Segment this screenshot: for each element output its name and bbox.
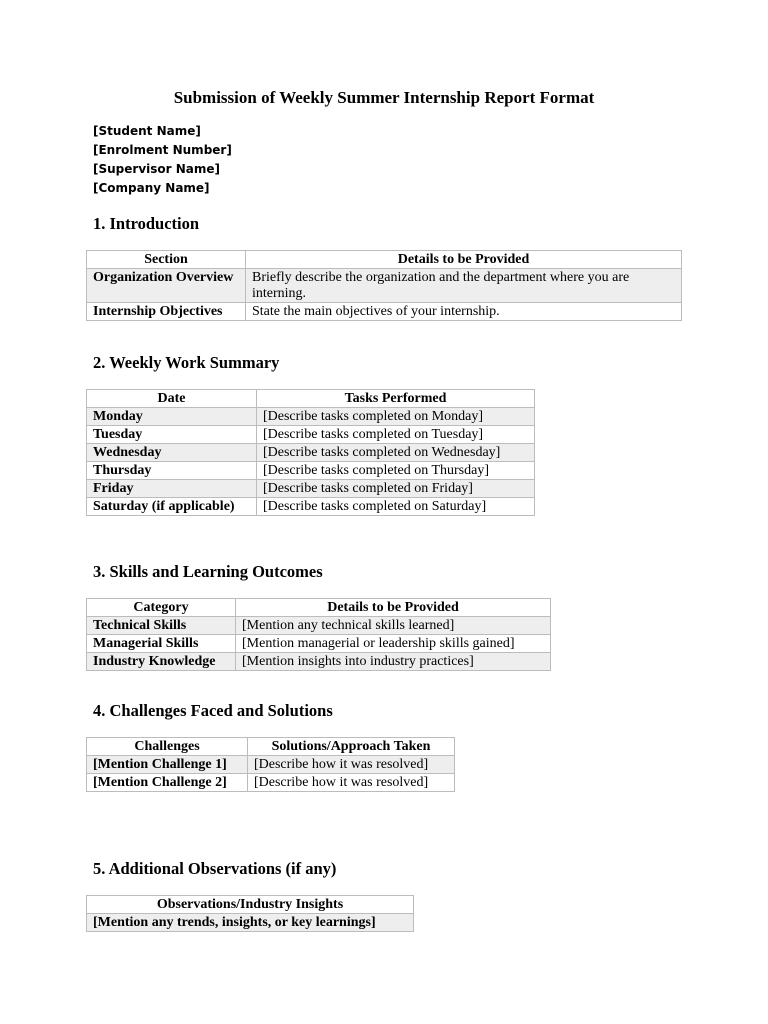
row-label: [Mention Challenge 2] (87, 774, 248, 792)
row-detail: [Mention managerial or leadership skills gained] (236, 635, 551, 653)
document-title: Submission of Weekly Summer Internship Report Format (173, 88, 595, 107)
table-header-row (87, 896, 414, 914)
enrolment-number-field: [Enrolment Number] (93, 143, 232, 157)
table-row (87, 303, 682, 321)
row-label: [Mention any trends, insights, or key learnings] (87, 914, 414, 932)
header-cell: Details to be Provided (236, 599, 551, 617)
table-row (87, 269, 682, 303)
row-detail: [Mention insights into industry practices] (236, 653, 551, 671)
header-cell: Observations/Industry Insights (87, 896, 414, 914)
row-label: Internship Objectives (87, 303, 246, 321)
row-detail: [Describe tasks completed on Thursday] (257, 462, 535, 480)
skills-heading: 3. Skills and Learning Outcomes (93, 562, 323, 581)
meta-fields (93, 122, 232, 198)
row-detail: [Describe tasks completed on Wednesday] (257, 444, 535, 462)
header-cell: Tasks Performed (257, 390, 535, 408)
row-label: Industry Knowledge (87, 653, 236, 671)
row-detail: [Describe tasks completed on Friday] (257, 480, 535, 498)
row-label: Friday (87, 480, 257, 498)
supervisor-name-field: [Supervisor Name] (93, 162, 221, 176)
table-row (87, 462, 535, 480)
row-detail: [Describe tasks completed on Monday] (257, 408, 535, 426)
challenges-table (86, 737, 455, 792)
skills-table (86, 598, 551, 671)
weekly-summary-heading: 2. Weekly Work Summary (93, 353, 280, 372)
table-row (87, 444, 535, 462)
header-cell: Challenges (87, 738, 248, 756)
header-cell: Category (87, 599, 236, 617)
row-label: Thursday (87, 462, 257, 480)
row-detail: Briefly describe the organization and the department where you are interning. (246, 269, 682, 303)
table-row (87, 426, 535, 444)
row-label: Tuesday (87, 426, 257, 444)
header-cell: Solutions/Approach Taken (248, 738, 455, 756)
table-row (87, 914, 414, 932)
row-detail: [Describe how it was resolved] (248, 756, 455, 774)
table-row (87, 498, 535, 516)
weekly-summary-table (86, 389, 535, 516)
observations-heading: 5. Additional Observations (if any) (93, 859, 337, 878)
row-detail: [Describe how it was resolved] (248, 774, 455, 792)
table-row (87, 653, 551, 671)
table-header-row (87, 738, 455, 756)
row-detail: [Mention any technical skills learned] (236, 617, 551, 635)
header-cell: Section (87, 251, 246, 269)
company-name-field: [Company Name] (93, 181, 210, 195)
table-header-row (87, 390, 535, 408)
introduction-table (86, 250, 682, 321)
header-cell: Details to be Provided (246, 251, 682, 269)
row-detail: [Describe tasks completed on Tuesday] (257, 426, 535, 444)
row-detail: [Describe tasks completed on Saturday] (257, 498, 535, 516)
header-cell: Date (87, 390, 257, 408)
row-detail: State the main objectives of your internship. (246, 303, 682, 321)
challenges-heading: 4. Challenges Faced and Solutions (93, 701, 333, 720)
table-row (87, 635, 551, 653)
table-row (87, 756, 455, 774)
table-header-row (87, 251, 682, 269)
table-row (87, 774, 455, 792)
table-row (87, 408, 535, 426)
student-name-field: [Student Name] (93, 124, 201, 138)
introduction-heading: 1. Introduction (93, 214, 200, 233)
row-label: Wednesday (87, 444, 257, 462)
row-label: Organization Overview (87, 269, 246, 303)
row-label: Managerial Skills (87, 635, 236, 653)
row-label: Saturday (if applicable) (87, 498, 257, 516)
row-label: Monday (87, 408, 257, 426)
observations-table (86, 895, 414, 932)
row-label: Technical Skills (87, 617, 236, 635)
row-label: [Mention Challenge 1] (87, 756, 248, 774)
table-row (87, 617, 551, 635)
table-header-row (87, 599, 551, 617)
table-row (87, 480, 535, 498)
